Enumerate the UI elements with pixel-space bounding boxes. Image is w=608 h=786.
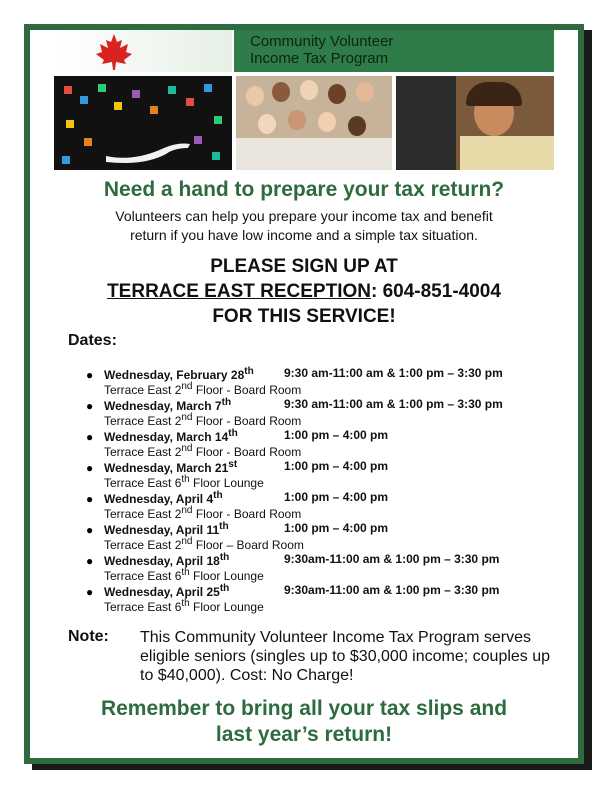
reminder-line1: Remember to bring all your tax slips and (100, 697, 508, 720)
note-text: This Community Volunteer Income Tax Program serves eligible seniors (singles up to $30,000 income; couples up to $40,000). Cost: No Charge! (140, 629, 551, 684)
house-icon (98, 84, 106, 92)
reminder-line2: last year’s return! (215, 723, 393, 746)
house-icon (214, 116, 222, 124)
house-icon (168, 86, 176, 94)
date-time: 1:00 pm – 4:00 pm (284, 428, 389, 442)
woman-at-laptop-photo (396, 76, 554, 170)
bullet-icon: ● (86, 554, 94, 568)
bullet-icon: ● (86, 368, 94, 382)
person (246, 86, 264, 106)
signup-location: TERRACE EAST RECEPTION (107, 281, 371, 302)
headline: Need a hand to prepare your tax return? (103, 178, 505, 201)
date-time: 9:30 am-11:00 am & 1:00 pm – 3:30 pm (284, 366, 503, 380)
house-icon (80, 96, 88, 104)
date-time: 1:00 pm – 4:00 pm (284, 459, 389, 473)
signup-line2 (30, 281, 578, 303)
intro-line2: return if you have low income and a simple tax situation. (130, 227, 478, 243)
house-icon (150, 106, 158, 114)
date-location: Terrace East 2nd Floor - Board Room (104, 381, 302, 397)
list-item (86, 521, 566, 552)
date-day: Wednesday, March 14th (104, 428, 238, 444)
date-location: Terrace East 6th Floor Lounge (104, 567, 264, 583)
list-item (86, 397, 566, 428)
bullet-icon: ● (86, 585, 94, 599)
banner (54, 30, 554, 170)
house-icon (84, 138, 92, 146)
date-location: Terrace East 2nd Floor - Board Room (104, 443, 302, 459)
date-time: 9:30am-11:00 am & 1:00 pm – 3:30 pm (284, 583, 500, 597)
signup-line1: PLEASE SIGN UP AT (210, 256, 398, 277)
person (300, 80, 318, 100)
date-day: Wednesday, February 28th (104, 366, 254, 382)
date-location: Terrace East 2nd Floor - Board Room (104, 412, 302, 428)
list-item (86, 459, 566, 490)
list-item (86, 490, 566, 521)
list-item (86, 552, 566, 583)
program-title-line1: Community Volunteer (250, 33, 394, 50)
house-icon (62, 156, 70, 164)
bullet-icon: ● (86, 492, 94, 506)
bullet-icon: ● (86, 523, 94, 537)
open-hand-icon (104, 126, 194, 166)
person (288, 110, 306, 130)
group-photo (236, 76, 392, 170)
date-day: Wednesday, March 7th (104, 397, 232, 413)
person (258, 114, 276, 134)
date-time: 9:30am-11:00 am & 1:00 pm – 3:30 pm (284, 552, 500, 566)
signup-line3: FOR THIS SERVICE! (212, 306, 396, 327)
list-item (86, 583, 566, 614)
bullet-icon: ● (86, 430, 94, 444)
date-location: Terrace East 2nd Floor – Board Room (104, 536, 304, 552)
date-location: Terrace East 2nd Floor - Board Room (104, 505, 302, 521)
date-day: Wednesday, April 18th (104, 552, 230, 568)
dates-label: Dates: (68, 332, 117, 349)
date-time: 9:30 am-11:00 am & 1:00 pm – 3:30 pm (284, 397, 503, 411)
house-icon (64, 86, 72, 94)
reminder (30, 696, 578, 748)
date-day: Wednesday, April 25th (104, 583, 230, 599)
house-icon (114, 102, 122, 110)
date-location: Terrace East 6th Floor Lounge (104, 474, 264, 490)
maple-leaf-icon (84, 32, 144, 72)
person (318, 112, 336, 132)
person (328, 84, 346, 104)
house-icon (194, 136, 202, 144)
person (356, 82, 374, 102)
clothing (236, 138, 392, 170)
list-item (86, 366, 566, 397)
person (348, 116, 366, 136)
date-day: Wednesday, April 11th (104, 521, 229, 537)
bullet-icon: ● (86, 461, 94, 475)
dates-list (86, 366, 566, 614)
list-item (86, 428, 566, 459)
house-icon (204, 84, 212, 92)
date-time: 1:00 pm – 4:00 pm (284, 521, 389, 535)
date-time: 1:00 pm – 4:00 pm (284, 490, 389, 504)
houses-hand-image (54, 76, 232, 170)
signup-phone: : 604-851-4004 (370, 281, 501, 302)
house-icon (132, 90, 140, 98)
note-label: Note: (68, 628, 109, 645)
date-day: Wednesday, April 4th (104, 490, 223, 506)
maple-leaf-panel (54, 30, 232, 72)
hair (466, 82, 522, 106)
intro-line1: Volunteers can help you prepare your income tax and benefit (115, 208, 493, 224)
poster (30, 30, 578, 758)
program-title-band (234, 30, 554, 72)
house-icon (212, 152, 220, 160)
laptop (396, 76, 456, 170)
house-icon (66, 120, 74, 128)
bullet-icon: ● (86, 399, 94, 413)
house-icon (186, 98, 194, 106)
date-location: Terrace East 6th Floor Lounge (104, 598, 264, 614)
person (272, 82, 290, 102)
date-day: Wednesday, March 21st (104, 459, 238, 475)
clothing (460, 136, 554, 170)
program-title-line2: Income Tax Program (250, 50, 389, 67)
